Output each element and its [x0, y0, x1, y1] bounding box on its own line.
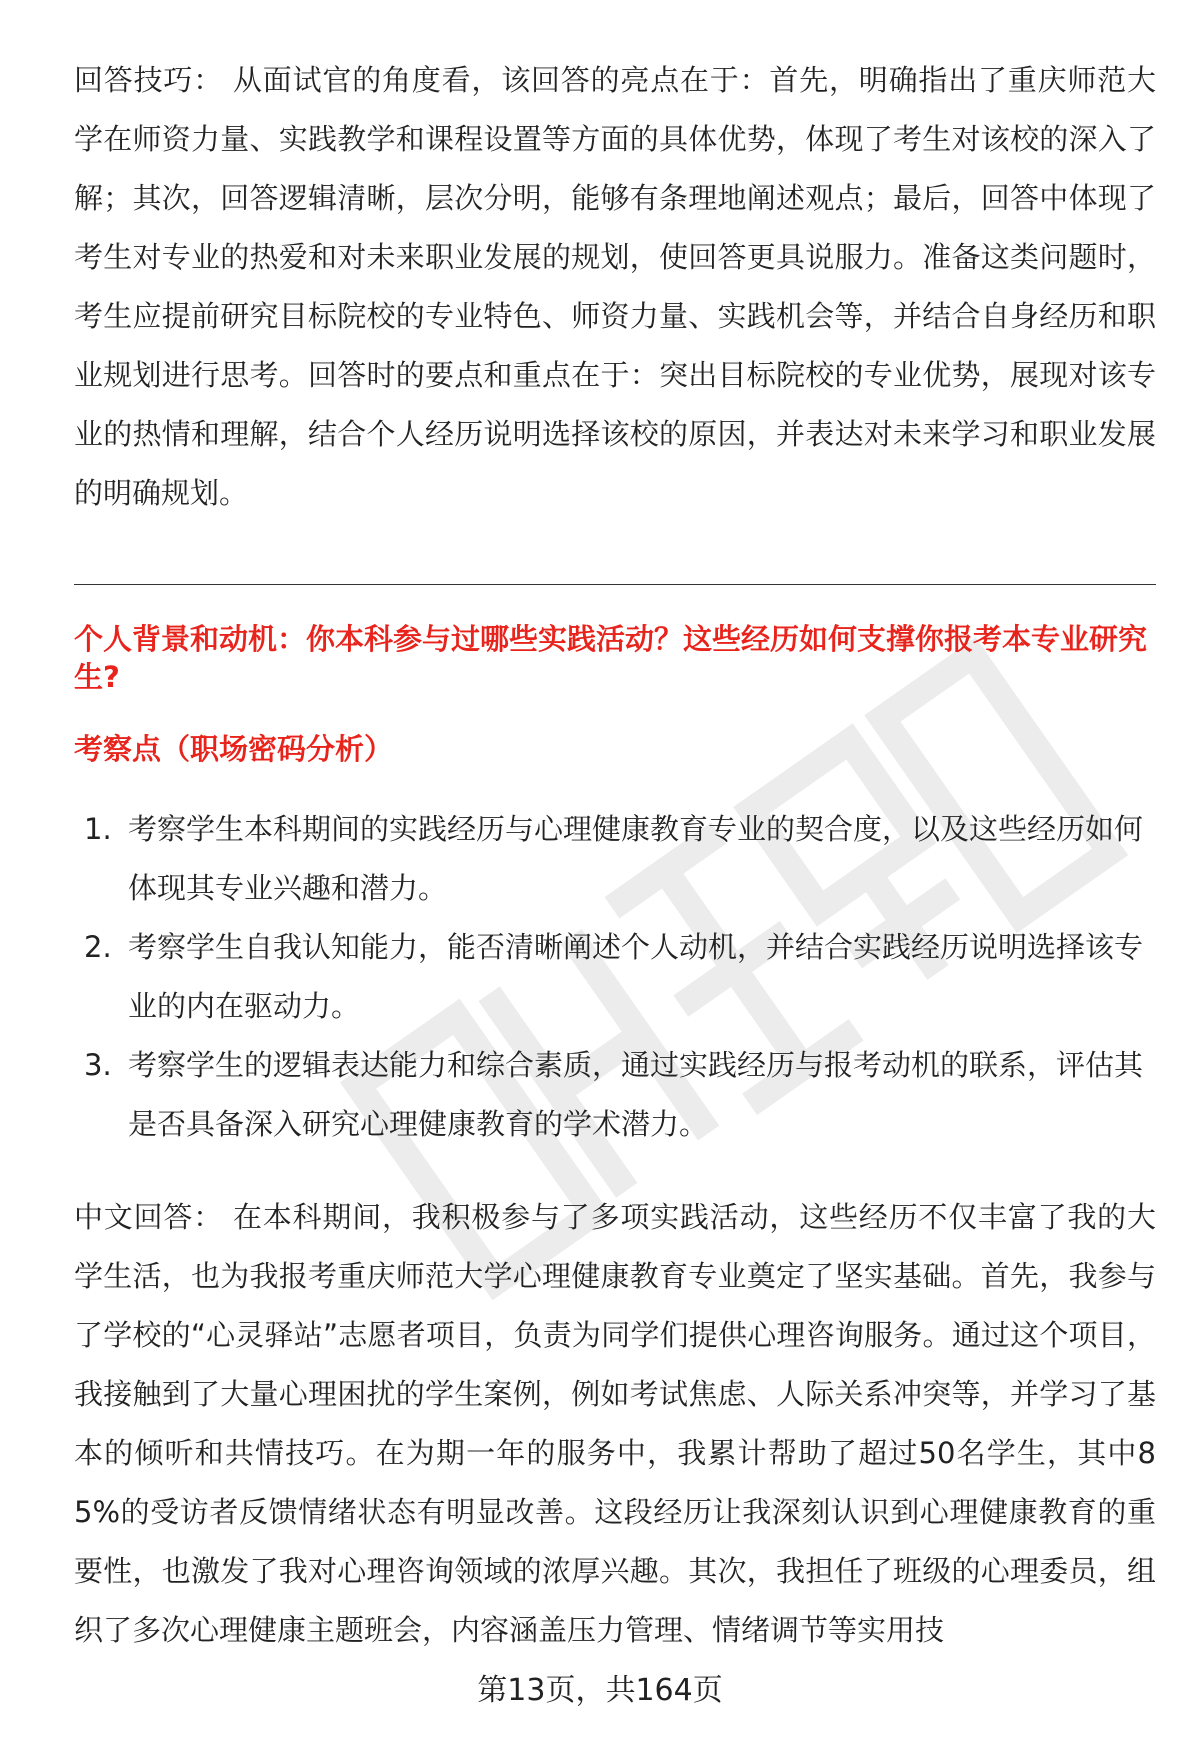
list-item-text: 考察学生本科期间的实践经历与心理健康教育专业的契合度，以及这些经历如何体现其专业兴趣和潜力。: [128, 812, 1144, 905]
page-number-footer: 第13页，共164页: [477, 1673, 723, 1708]
list-item-text: 考察学生自我认知能力，能否清晰阐述个人动机，并结合实践经历说明选择该专业的内在驱动力。: [128, 930, 1144, 1023]
list-item-number: 3.: [84, 1048, 112, 1082]
assessment-points-heading: 考察点（职场密码分析）: [74, 732, 394, 766]
chinese-answer-paragraph: 中文回答： 在本科期间，我积极参与了多项实践活动，这些经历不仅丰富了我的大学生活，也为我报考重庆师范大学心理健康教育专业奠定了坚实基础。首先，我参与了学校的“心灵驿站”志愿者项目，负责为同学们提供心理咨询服务。通过这个项目，我接触到了大量心理困扰的学生案例，例如考试焦虑、人际关系冲突等，并学习了基本的倾听和共情技巧。在为期一年的服务中，我累计帮助了超过50名学生，其中85%的受访者反馈情绪状态有明显改善。这段经历让我深刻认识到心理健康教育的重要性，也激发了我对心理咨询领域的浓厚兴趣。其次，我担任了班级的心理委员，组织了多次心理健康主题班会，内容涵盖压力管理、情绪调节等实用技: [74, 1200, 1156, 1647]
list-item-text: 考察学生的逻辑表达能力和综合素质，通过实践经历与报考动机的联系，评估其是否具备深入研究心理健康教育的学术潜力。: [128, 1048, 1144, 1141]
list-item-number: 2.: [84, 930, 112, 964]
chinese-answer-section: [74, 1188, 1156, 1660]
question-block: [74, 620, 1156, 696]
list-item-number: 1.: [84, 812, 112, 846]
assessment-points-list: [74, 800, 1156, 1154]
question-heading: 个人背景和动机：你本科参与过哪些实践活动？这些经历如何支撑你报考本专业研究生?: [74, 622, 1148, 694]
list-item: [74, 1036, 1156, 1154]
answer-tips-section: [74, 51, 1156, 523]
list-item: [74, 800, 1156, 918]
section-divider: [74, 584, 1156, 585]
subheading-block: [74, 730, 1156, 768]
answer-tips-paragraph: 回答技巧： 从面试官的角度看，该回答的亮点在于：首先，明确指出了重庆师范大学在师资力量、实践教学和课程设置等方面的具体优势，体现了考生对该校的深入了解；其次，回答逻辑清晰，层次分明，能够有条理地阐述观点；最后，回答中体现了考生对专业的热爱和对未来职业发展的规划，使回答更具说服力。准备这类问题时，考生应提前研究目标院校的专业特色、师资力量、实践机会等，并结合自身经历和职业规划进行思考。回答时的要点和重点在于：突出目标院校的专业优势，展现对该专业的热情和理解，结合个人经历说明选择该校的原因，并表达对未来学习和职业发展的明确规划。: [74, 63, 1156, 510]
list-item: [74, 918, 1156, 1036]
